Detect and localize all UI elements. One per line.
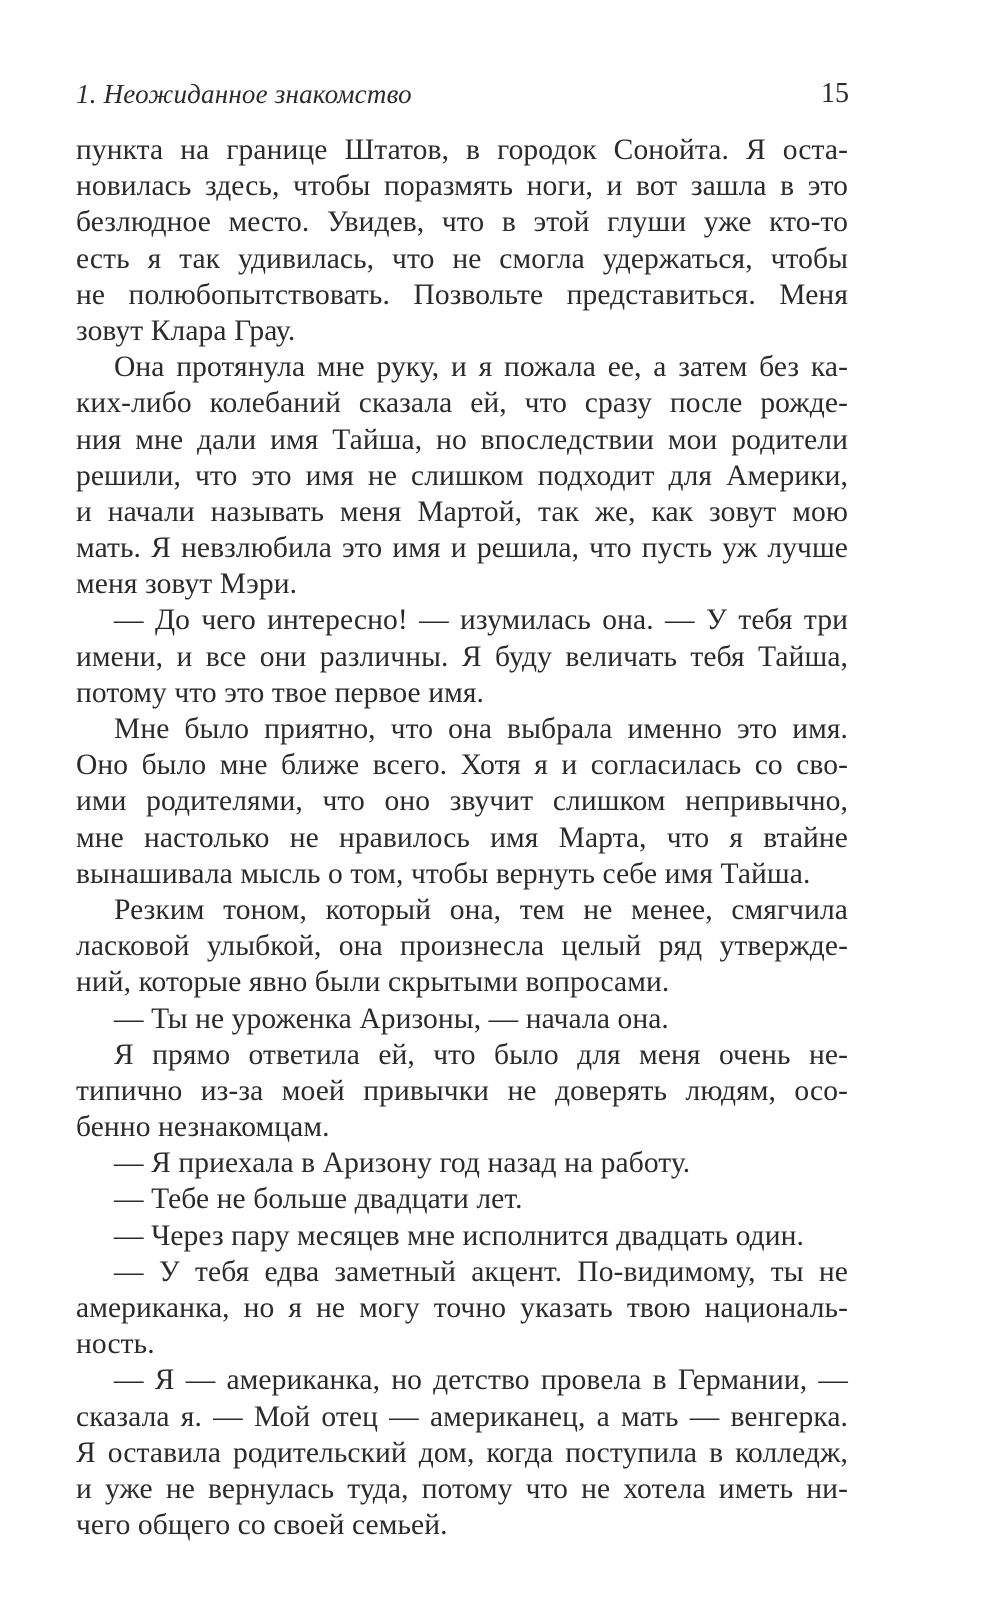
text-line: Я прямо ответила ей, что было для меня очень не-	[114, 1038, 848, 1071]
text-line: — Тебе не больше двадцати лет.	[114, 1183, 523, 1216]
text-line: меня зовут Мэри.	[76, 568, 298, 601]
text-line: вынашивала мысль о том, чтобы вернуть себе имя Тайша.	[76, 857, 811, 890]
page-number: 15	[821, 78, 849, 109]
text-line: Она протянула мне руку, и я пожала ее, а затем без ка-	[114, 351, 848, 384]
text-line: ких-либо колебаний сказала ей, что сразу после рожде-	[76, 387, 848, 420]
text-line: — Ты не уроженка Аризоны, — начала она.	[114, 1002, 669, 1035]
text-line: зовут Клара Грау.	[76, 314, 296, 347]
text-line: чего общего со своей семьей.	[76, 1509, 448, 1542]
text-line: ими родителями, что оно звучит слишком непривычно,	[76, 785, 848, 818]
text-line: — До чего интересно! — изумилась она. — У тебя три	[114, 604, 848, 637]
text-line: есть я так удивилась, что не смогла удержаться, чтобы	[76, 242, 848, 275]
text-line: потому что это твое первое имя.	[76, 676, 485, 709]
chapter-running-title: 1. Неожиданное знакомство	[76, 79, 412, 109]
text-line: безлюдное место. Увидев, что в этой глуши уже кто-то	[76, 206, 848, 239]
text-line: не полюбопытствовать. Позвольте представиться. Меня	[76, 278, 848, 311]
body-text	[76, 132, 848, 1543]
text-line: и начали называть меня Мартой, так же, как зовут мою	[76, 495, 848, 528]
text-line: мать. Я невзлюбила это имя и решила, что пусть уж лучше	[76, 532, 848, 565]
text-line: новилась здесь, чтобы поразмять ноги, и вот зашла в это	[76, 170, 848, 203]
text-line: имени, и все они различны. Я буду величать тебя Тайша,	[76, 640, 848, 673]
text-line: ность.	[76, 1328, 155, 1361]
text-line: пункта на границе Штатов, в городок Сонойта. Я оста-	[76, 134, 848, 166]
text-line: ласковой улыбкой, она произнесла целый ряд утвержде-	[76, 930, 848, 963]
text-line: ния мне дали имя Тайша, но впоследствии мои родители	[76, 423, 848, 456]
text-line: — Через пару месяцев мне исполнится двадцать один.	[114, 1219, 804, 1252]
text-line: американка, но я не могу точно указать твою националь-	[76, 1292, 848, 1324]
text-line: и уже не вернулась туда, потому что не хотела иметь ни-	[76, 1472, 848, 1505]
text-line: — Я приехала в Аризону год назад на работу.	[114, 1147, 691, 1180]
text-line: — Я — американка, но детство провела в Германии, —	[114, 1364, 848, 1397]
text-line: Я оставила родительский дом, когда поступила в колледж,	[76, 1436, 848, 1469]
text-line: мне настолько не нравилось имя Марта, что я втайне	[76, 821, 848, 854]
text-line: Оно было мне ближе всего. Хотя я и согласилась со сво-	[76, 749, 848, 782]
text-line: Мне было приятно, что она выбрала именно это имя.	[114, 713, 848, 745]
text-line: — У тебя едва заметный акцент. По-видимому, ты не	[114, 1255, 848, 1288]
text-line: ний, которые явно были скрытыми вопросами.	[76, 966, 670, 999]
running-header	[76, 74, 849, 114]
text-line: Резким тоном, который она, тем не менее, смягчила	[114, 893, 848, 926]
text-line: бенно незнакомцам.	[76, 1111, 330, 1144]
text-line: решили, что это имя не слишком подходит для Америки,	[76, 459, 848, 492]
text-line: типично из-за моей привычки не доверять людям, осо-	[76, 1074, 848, 1107]
text-line: сказала я. — Мой отец — американец, а мать — венгерка.	[76, 1400, 848, 1433]
